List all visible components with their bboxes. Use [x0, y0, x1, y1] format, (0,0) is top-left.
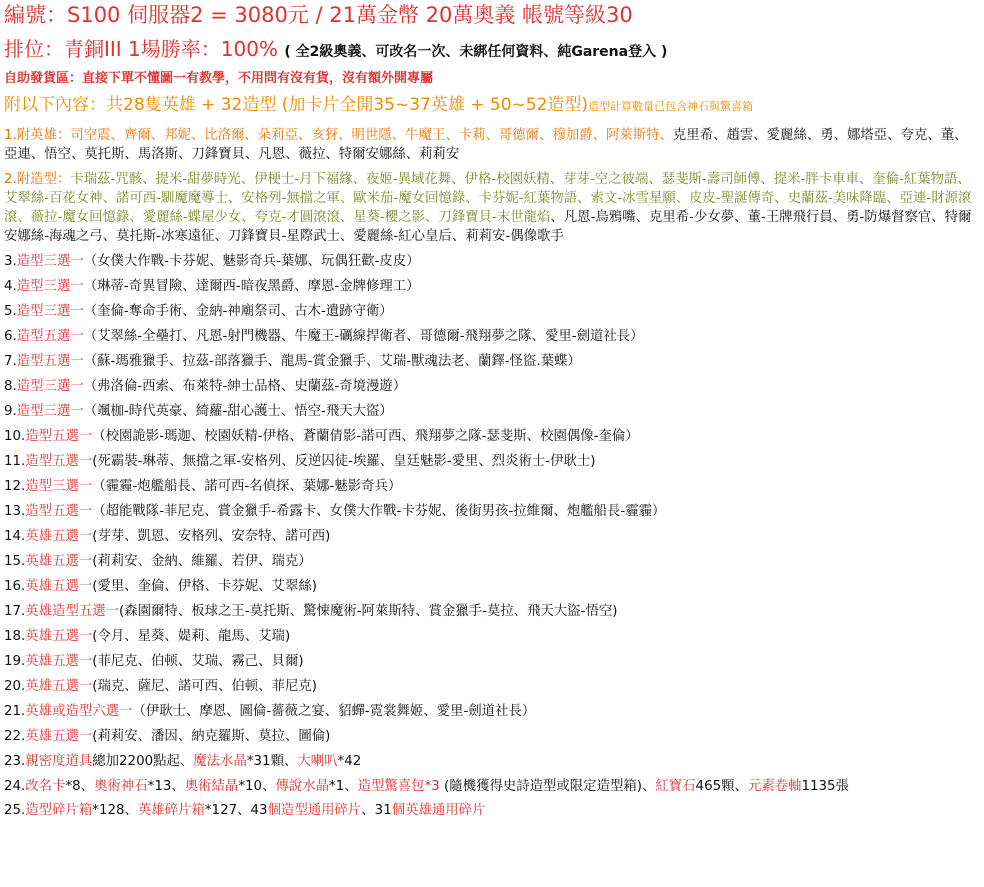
list-item: 19.英雄五選一(菲尼克、伯顿、艾瑞、霧己、貝爾): [4, 654, 304, 669]
list-item: 10.造型五選一（校園詭影-瑪迦、校園妖精-伊格、蒼蘭倩影-諾可西、飛翔夢之隊-瑟斐斯、校園偶像-奎倫）: [4, 429, 639, 444]
list-item: 2.附造型：卡瑞茲-咒骸、提米-甜夢時光、伊梗士-月下福緣、夜姬-異域花舞、伊格-校園妖精、芽芽-空之彼端、瑟斐斯-壽司師傅、提米-胖卡車車、奎倫-紅葉物語、艾翠絲-百花女神、諾可西-馴魔魔導士、安格列-無擋之軍、歐米茄-魔女回憶錄、卡芬妮-紅葉物語、索文-冰雪星願、皮皮-聖誕傳奇、史蘭茲-美味降臨、亞連-財源滾滾、薇拉-魔女回憶錄、愛麗絲-蝶屋少女、夸克-才圓滾滾、星葵-櫻之影、刀鋒寶貝-末世龍焰、凡恩-烏鴉嘴、克里希-少女夢、董-王牌飛行員、勇-防爆督察官、特爾安娜絲-海魂之弓、莫托斯-冰寒遠征、刀鋒寶貝-星際武士、愛麗絲-紅心皇后、莉莉安-偶像歌手: [4, 172, 972, 244]
list-item: 5.造型三選一（奎倫-奪命手術、金納-神廟祭司、古木-遺跡守衛）: [4, 304, 393, 319]
list-item: 12.造型三選一（霾霾-炮艦船長、諾可西-名偵探、葉娜-魅影奇兵）: [4, 479, 402, 494]
delivery-notice: 自助發貨區：直接下單不懂圖一有教學，不用問有沒有貨，沒有額外開專屬: [4, 71, 434, 86]
rank-note: ( 全2級奧義、可改名一次、未綁任何資料、純Garena登入 ): [284, 44, 668, 60]
list-item: 21.英雄或造型六選一（伊耿士、摩恩、圖倫-薔薇之宴、貂蟬-霓裳舞姬、愛里-劍道社長）: [4, 704, 536, 719]
list-item: 6.造型五選一（艾翠絲-全壘打、凡恩-射門機器、牛魔王-礪線捍衛者、哥德爾-飛翔夢之隊、愛里-劍道社長）: [4, 329, 644, 344]
list-item: 3.造型三選一（女僕大作戰-卡芬妮、魅影奇兵-葉娜、玩偶狂歡-皮皮）: [4, 254, 420, 269]
list-item-resources-3: 25.造型碎片箱*128、英雄碎片箱*127、43個造型通用碎片、31個英雄通用碎片: [4, 803, 486, 818]
list-item: 1.附英雄：司空震、齊爾、邦妮、比洛爾、朵莉亞、亥犽、明世隱、牛魔王、卡莉、哥德爾、穆加爵、阿萊斯特、克里希、趙雲、愛麗絲、勇、娜塔亞、夸克、董、亞連、悟空、莫托斯、馬洛斯、刀鋒寶貝、凡恩、薇拉、特爾安娜絲、莉莉安: [4, 128, 968, 162]
list-item: 7.造型五選一（蘇-瑪雅獵手、拉茲-部落獵手、龍馬-賞金獵手、艾瑞-獸魂法老、蘭鐸-怪盜.葉蝶）: [4, 354, 581, 369]
listing-title: 編號：S100 伺服器2 = 3080元 / 21萬金幣 20萬奧義 帳號等級30: [4, 3, 633, 27]
contents-summary-text: 附以下內容：共28隻英雄 + 32造型 (加卡片全開35~37英雄 + 50~52造型): [4, 95, 589, 115]
contents-summary-note: 造型計算數量已包含神石與驚喜箱: [588, 100, 754, 113]
list-item: 8.造型三選一（弗洛倫-西索、布萊特-紳士品格、史蘭茲-奇境漫遊）: [4, 379, 407, 394]
list-item: 17.英雄造型五選一(森園爾特、板球之王-莫托斯、驚悚魔術-阿萊斯特、賞金獵手-莫拉、飛天大盜-悟空): [4, 604, 618, 619]
list-item-resources-2: 24.改名卡*8、奧術神石*13、奧術結晶*10、傳說水晶*1、造型驚喜包*3 (隨機獲得史詩造型或限定造型箱)、紅寶石465顆、元素卷軸1135張: [4, 779, 849, 794]
list-item: 4.造型三選一（琳蒂-奇異冒險、達爾西-暗夜黑爵、摩恩-金牌修理工）: [4, 279, 420, 294]
list-item: 9.造型三選一（颯枷-時代英豪、綺蘿-甜心護士、悟空-飛天大盜）: [4, 404, 393, 419]
list-item: 20.英雄五選一(瑞克、薩尼、諾可西、伯顿、菲尼克): [4, 679, 317, 694]
list-item: 18.英雄五選一(令月、星葵、媞莉、龍馬、艾瑞): [4, 629, 291, 644]
contents-summary: [4, 92, 980, 120]
list-item: 11.造型五選一(死霸裝-琳蒂、無擋之軍-安格列、反逆囚徒-埃羅、皇廷魅影-愛里、烈炎術士-伊耿士): [4, 454, 596, 469]
list-item: 14.英雄五選一(芽芽、凱恩、安格列、安奈特、諾可西): [4, 529, 331, 544]
list-item: 22.英雄五選一(莉莉安、潘因、納克羅斯、莫拉、圖倫): [4, 729, 331, 744]
list-item-resources-1: 23.親密度道具總加2200點起、魔法水晶*31顆、大喇叭*42: [4, 754, 362, 769]
list-item: 13.造型五選一（超能戰隊-菲尼克、賞金獵手-希露卡、女僕大作戰-卡芬妮、後街男孩-拉維爾、炮艦船長-霾霾）: [4, 504, 666, 519]
list-item: 16.英雄五選一(愛里、奎倫、伊格、卡芬妮、艾翠絲): [4, 579, 317, 594]
rank-line: [4, 34, 980, 67]
rank-text: 排位：青銅III 1場勝率：100%: [4, 37, 278, 61]
list-item: 15.英雄五選一(莉莉安、金納、維羅、若伊、瑞克）: [4, 554, 312, 569]
